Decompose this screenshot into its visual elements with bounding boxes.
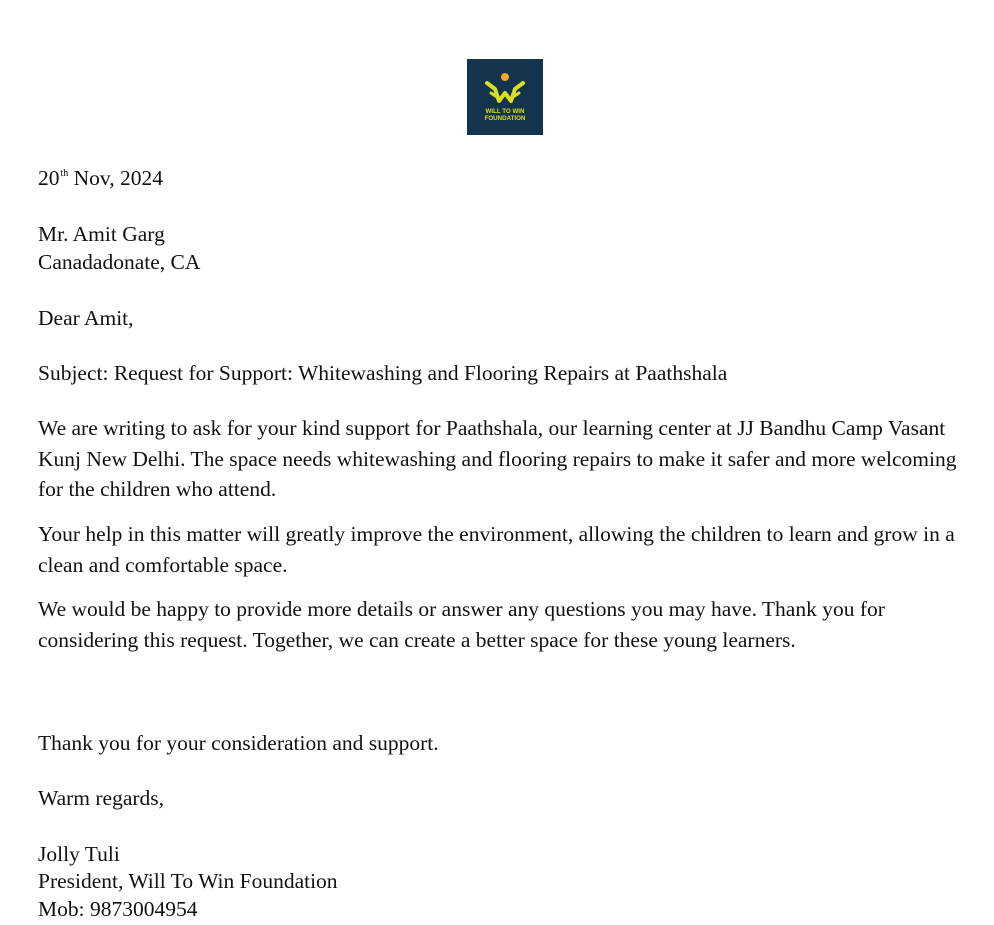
foundation-logo-mark — [467, 59, 543, 135]
logo-text-line2: FOUNDATION — [484, 115, 526, 122]
body-paragraph-1: We are writing to ask for your kind support for Paathshala, our learning center at JJ Bandhu Camp Vasant Kunj New Delhi. The space needs whitewashing and flooring repairs to make it safer and more welcoming for the children who attend. — [38, 416, 957, 501]
body-paragraph-3: We would be happy to provide more details or answer any questions you may have. Thank you for considering this request. Together, we can create a better space for these young learners. — [38, 597, 885, 652]
letter-date — [38, 164, 163, 192]
logo-sun-dot — [501, 73, 509, 81]
recipient-org: Canadadonate, CA — [38, 250, 201, 274]
logo-figure-mark — [487, 83, 523, 101]
sign-off: Warm regards, — [38, 786, 165, 810]
salutation: Dear Amit, — [38, 306, 134, 330]
subject-line: Subject: Request for Support: Whitewashing and Flooring Repairs at Paathshala — [38, 361, 728, 385]
body-paragraph-2: Your help in this matter will greatly improve the environment, allowing the children to learn and grow in a clean and comfortable space. — [38, 522, 955, 577]
signature-title: President, Will To Win Foundation — [38, 869, 338, 893]
closing-line: Thank you for your consideration and support. — [38, 731, 439, 755]
recipient-name: Mr. Amit Garg — [38, 222, 165, 246]
foundation-logo — [467, 59, 543, 135]
date-day: 20 — [38, 166, 60, 190]
signature-mobile: Mob: 9873004954 — [38, 897, 198, 921]
date-rest: Nov, 2024 — [68, 166, 164, 190]
signature-name: Jolly Tuli — [38, 842, 120, 866]
logo-text-line1: WILL TO WIN — [485, 108, 525, 115]
date-ordinal-suffix: th — [60, 168, 69, 179]
